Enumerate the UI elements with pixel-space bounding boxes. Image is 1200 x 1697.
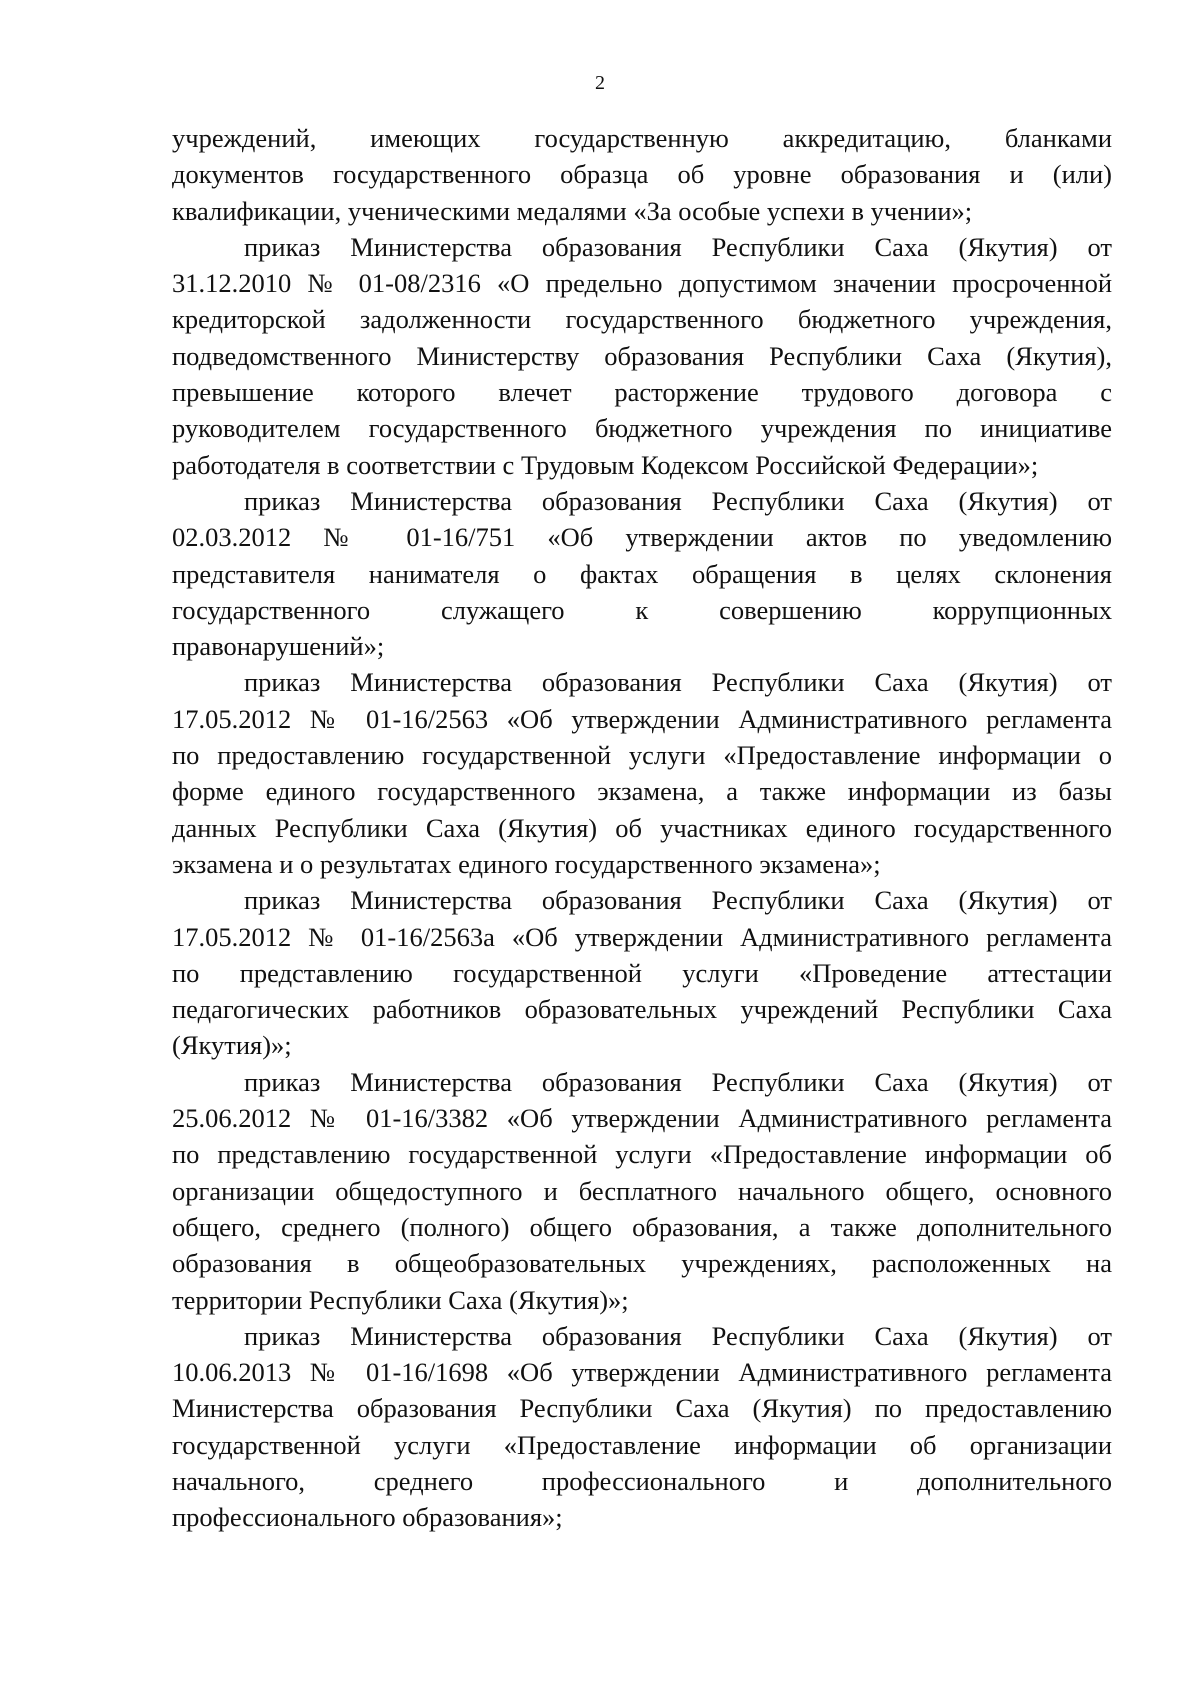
text-line: представителя нанимателя о фактах обращения в целях склонения — [172, 558, 1112, 589]
text-line: приказ Министерства образования Республики Саха (Якутия) от — [244, 1320, 1112, 1351]
text-line: данных Республики Саха (Якутия) об участниках единого государственного — [172, 812, 1112, 843]
text-line: 10.06.2013 № 01-16/1698 «Об утверждении Административного регламента — [172, 1357, 1112, 1388]
text-line: приказ Министерства образования Республики Саха (Якутия) от — [244, 485, 1112, 516]
text-line: приказ Министерства образования Республики Саха (Якутия) от — [244, 667, 1112, 698]
text-line: приказ Министерства образования Республики Саха (Якутия) от — [244, 231, 1112, 262]
text-line: (Якутия)»; — [172, 1030, 292, 1061]
text-line: организации общедоступного и бесплатного начального общего, основного — [172, 1175, 1112, 1206]
text-line: экзамена и о результатах единого государственного экзамена»; — [172, 848, 881, 879]
text-line: приказ Министерства образования Республики Саха (Якутия) от — [244, 1066, 1112, 1097]
text-line: 17.05.2012 № 01-16/2563 «Об утверждении Административного регламента — [172, 703, 1112, 734]
page-number: 2 — [595, 72, 605, 94]
document-body — [172, 120, 1112, 1536]
text-line: превышение которого влечет расторжение трудового договора с — [172, 377, 1112, 408]
text-line: форме единого государственного экзамена, а также информации из базы — [172, 776, 1112, 807]
text-line: правонарушений»; — [172, 631, 385, 662]
text-line: начального, среднего профессионального и дополнительного — [172, 1465, 1112, 1496]
text-line: учреждений, имеющих государственную аккредитацию, бланками — [172, 123, 1112, 153]
text-line: общего, среднего (полного) общего образования, а также дополнительного — [172, 1211, 1112, 1242]
text-line: государственной услуги «Предоставление информации об организации — [172, 1429, 1112, 1460]
text-line: 25.06.2012 № 01-16/3382 «Об утверждении Административного регламента — [172, 1103, 1112, 1134]
text-line: по представлению государственной услуги «Проведение аттестации — [172, 957, 1112, 988]
text-line: 02.03.2012 № 01-16/751 «Об утверждении актов по уведомлению — [172, 522, 1112, 553]
text-line: руководителем государственного бюджетного учреждения по инициативе — [172, 413, 1112, 444]
text-line: кредиторской задолженности государственного бюджетного учреждения, — [172, 304, 1112, 335]
text-line: подведомственного Министерству образования Республики Саха (Якутия), — [172, 340, 1112, 371]
text-line: по представлению государственной услуги «Предоставление информации об — [172, 1139, 1112, 1170]
text-line: государственного служащего к совершению коррупционных — [172, 594, 1112, 625]
text-line: образования в общеобразовательных учреждениях, расположенных на — [172, 1248, 1112, 1279]
text-line: педагогических работников образовательных учреждений Республики Саха — [172, 994, 1112, 1025]
text-line: документов государственного образца об уровне образования и (или) — [172, 159, 1112, 190]
text-line: территории Республики Саха (Якутия)»; — [172, 1284, 629, 1315]
text-line: квалификации, ученическими медалями «За особые успехи в учении»; — [172, 195, 973, 226]
text-line: по предоставлению государственной услуги «Предоставление информации о — [172, 740, 1112, 771]
text-line: профессионального образования»; — [172, 1502, 563, 1533]
text-line: приказ Министерства образования Республики Саха (Якутия) от — [244, 885, 1112, 916]
text-line: Министерства образования Республики Саха (Якутия) по предоставлению — [172, 1393, 1112, 1424]
text-line: 17.05.2012 № 01-16/2563а «Об утверждении Административного регламента — [172, 921, 1112, 952]
text-line: 31.12.2010 № 01-08/2316 «О предельно допустимом значении просроченной — [172, 268, 1112, 299]
text-line: работодателя в соответствии с Трудовым Кодексом Российской Федерации»; — [172, 449, 1039, 480]
